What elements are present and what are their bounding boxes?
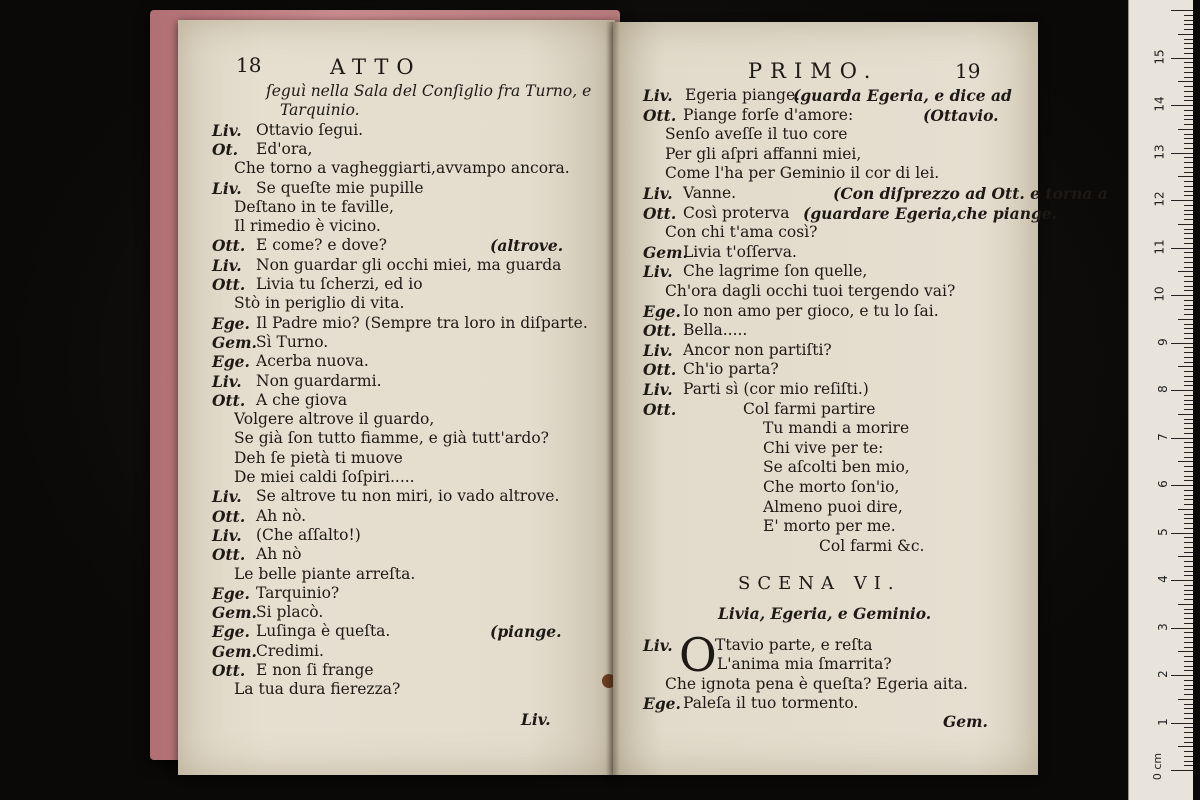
- ruler-tick: [1184, 585, 1193, 586]
- verse-line: Così proterva: [683, 203, 790, 222]
- ruler-tick: [1184, 566, 1193, 567]
- ruler-tick: [1184, 195, 1193, 196]
- stage-direction: (guardare Egeria,che piange.: [803, 203, 1058, 223]
- speaker-label: Gem.: [212, 641, 257, 661]
- ruler-tick: [1184, 29, 1193, 30]
- ruler-tick: [1171, 723, 1193, 724]
- ruler-number: 12: [1152, 191, 1167, 207]
- verse-line: Senſo aveſſe il tuo core: [665, 125, 848, 144]
- ruler-number: 4: [1156, 575, 1171, 583]
- verse-line: Sì Turno.: [256, 332, 329, 351]
- ruler-tick: [1184, 134, 1193, 135]
- ruler-tick: [1184, 433, 1193, 434]
- ruler-tick: [1178, 651, 1193, 652]
- verse-line: Che torno a vagheggiarti,avvampo ancora.: [234, 159, 570, 178]
- ruler-tick: [1184, 561, 1193, 562]
- ruler-tick: [1184, 138, 1193, 139]
- ruler-tick: [1184, 495, 1193, 496]
- ruler-tick: [1184, 48, 1193, 49]
- ruler-tick: [1184, 305, 1193, 306]
- ruler-tick: [1184, 452, 1193, 453]
- ruler-tick: [1184, 713, 1193, 714]
- verse-line: Ch'io parta?: [683, 360, 779, 379]
- stage-direction: (piange.: [490, 622, 562, 642]
- ruler-number: 13: [1152, 143, 1167, 160]
- ruler-tick: [1184, 257, 1193, 258]
- verse-line: Deſtano in te faville,: [234, 197, 394, 216]
- verse-line: ſeguì nella Sala del Conſiglio fra Turno, e: [266, 82, 592, 100]
- ruler-tick: [1184, 381, 1193, 382]
- verse-line: Non guardar gli occhi miei, ma guarda: [256, 255, 562, 274]
- ruler-tick: [1184, 428, 1193, 429]
- ruler-tick: [1184, 281, 1193, 282]
- ruler-tick: [1184, 661, 1193, 662]
- verse-line: De miei caldi ſoſpiri.....: [234, 468, 415, 486]
- ruler-tick: [1184, 400, 1193, 401]
- ruler-tick: [1171, 438, 1193, 439]
- ruler-number: 3: [1156, 622, 1171, 631]
- ruler-tick: [1184, 656, 1193, 657]
- scene-characters: Livia, Egeria, e Geminio.: [718, 604, 932, 623]
- ruler-tick: [1184, 77, 1193, 78]
- ruler-tick: [1184, 96, 1193, 97]
- ruler-tick: [1184, 476, 1193, 477]
- verse-line: Paleſa il tuo tormento.: [683, 693, 859, 712]
- ruler-tick: [1184, 632, 1193, 633]
- ruler-tick: [1184, 685, 1193, 686]
- ruler-tick: [1184, 53, 1193, 54]
- ruler-tick: [1178, 366, 1193, 367]
- ruler-tick: [1184, 110, 1193, 111]
- ruler-tick: [1184, 262, 1193, 263]
- ruler-tick: [1184, 613, 1193, 614]
- stage-direction: (altrove.: [490, 236, 564, 256]
- verse-line: Il rimedio è vicino.: [234, 217, 381, 236]
- ruler-tick: [1178, 414, 1193, 415]
- ruler-tick: [1184, 689, 1193, 690]
- verse-line: Che morto ſon'io,: [763, 478, 900, 496]
- ruler-number: 7: [1156, 432, 1171, 441]
- ruler-tick: [1171, 295, 1193, 296]
- ruler-tick: [1171, 10, 1193, 11]
- ruler-number: 9: [1156, 337, 1171, 346]
- verse-line: Per gli aſpri affanni miei,: [665, 144, 862, 163]
- verse-line: E' morto per me.: [763, 517, 896, 536]
- ruler-tick: [1184, 409, 1193, 410]
- catchword-right: Gem.: [943, 712, 988, 731]
- ruler-tick: [1184, 186, 1193, 187]
- ruler-tick: [1184, 590, 1193, 591]
- verse-line: Tu mandi a morire: [763, 419, 910, 438]
- ruler-tick: [1184, 552, 1193, 553]
- ruler-tick: [1178, 699, 1193, 700]
- ruler-tick: [1184, 694, 1193, 695]
- verse-line: Chi vive per te:: [763, 438, 884, 457]
- ruler-tick: [1184, 442, 1193, 443]
- verse-line: Deh ſe pietà ti muove: [234, 448, 403, 467]
- ruler-tick: [1184, 210, 1193, 211]
- ruler-tick: [1178, 461, 1193, 462]
- verse-line: Egeria piange.: [685, 86, 801, 104]
- ruler-tick: [1178, 556, 1193, 557]
- ruler-number: 10: [1152, 286, 1167, 302]
- ruler-number: 5: [1156, 527, 1171, 536]
- verse-line: Se aſcolti ben mio,: [763, 458, 910, 477]
- verse-line: Non guardarmi.: [256, 371, 382, 390]
- ruler-tick: [1184, 162, 1193, 163]
- verse-line: Acerba nuova.: [256, 352, 369, 371]
- ruler-tick: [1184, 385, 1193, 386]
- speaker-label: Liv.: [212, 120, 242, 140]
- ruler-tick: [1184, 238, 1193, 239]
- page-number-left: 18: [236, 53, 262, 77]
- ruler-tick: [1178, 34, 1193, 35]
- ruler-tick: [1184, 514, 1193, 515]
- speaker-label: Liv.: [212, 371, 242, 391]
- catchword-left: Liv.: [521, 710, 551, 729]
- ruler-tick: [1184, 708, 1193, 709]
- running-head-left: ATTO: [330, 55, 422, 79]
- speaker-label: Ott.: [212, 236, 246, 256]
- verse-line: Tarquinio.: [280, 101, 360, 120]
- verse-line: Se queſte mie pupille: [256, 178, 424, 197]
- verse-line: Luſinga è queſta.: [256, 622, 391, 641]
- ruler-tick: [1184, 205, 1193, 206]
- speaker-label: Ege.: [643, 693, 681, 713]
- verse-line: Come l'ha per Geminio il cor di lei.: [665, 164, 940, 183]
- ruler-tick: [1184, 191, 1193, 192]
- stage-direction: (Ottavio.: [923, 105, 999, 125]
- speaker-label: Ott.: [212, 545, 246, 565]
- verse-line: Le belle piante arreſta.: [234, 564, 416, 583]
- ruler-tick: [1184, 119, 1193, 120]
- speaker-label: Ott.: [643, 360, 677, 380]
- ruler-tick: [1184, 518, 1193, 519]
- ruler-tick: [1184, 670, 1193, 671]
- ruler-tick: [1184, 419, 1193, 420]
- ruler-tick: [1184, 423, 1193, 424]
- drop-cap: O: [679, 628, 717, 682]
- ruler-tick: [1184, 115, 1193, 116]
- ruler-tick: [1184, 404, 1193, 405]
- ruler-tick: [1184, 623, 1193, 624]
- ruler-tick: [1184, 571, 1193, 572]
- ruler-tick: [1178, 129, 1193, 130]
- verse-line: Ah nò: [256, 545, 302, 564]
- verse-line: Il Padre mio? (Sempre tra loro in diſparte.: [256, 313, 588, 332]
- verse-line: Parti sì (cor mio reſiſti.): [683, 380, 869, 398]
- ruler-tick: [1184, 243, 1193, 244]
- verse-line: Volgere altrove il guardo,: [234, 410, 435, 429]
- ruler-tick: [1184, 457, 1193, 458]
- ruler-tick: [1184, 267, 1193, 268]
- ruler-tick: [1184, 309, 1193, 310]
- verse-line: La tua dura fierezza?: [234, 680, 401, 699]
- ruler-tick: [1184, 347, 1193, 348]
- speaker-label: Liv.: [643, 380, 673, 399]
- ruler-number: 11: [1152, 238, 1167, 255]
- ruler-tick: [1184, 15, 1193, 16]
- ruler-tick: [1184, 751, 1193, 752]
- ruler-tick: [1184, 39, 1193, 40]
- ruler-tick: [1184, 252, 1193, 253]
- speaker-label: Ege.: [212, 313, 250, 333]
- speaker-label: Ott.: [212, 275, 246, 294]
- ruler-tick: [1184, 499, 1193, 500]
- ruler-tick: [1178, 509, 1193, 510]
- ruler-tick: [1184, 737, 1193, 738]
- ruler-tick: [1184, 86, 1193, 87]
- ruler-tick: [1184, 599, 1193, 600]
- ruler-tick: [1184, 680, 1193, 681]
- verse-line: Se altrove tu non miri, io vado altrove.: [256, 487, 560, 506]
- verse-line: Ancor non partiſti?: [683, 340, 832, 359]
- ruler-tick: [1184, 642, 1193, 643]
- ruler-tick: [1171, 248, 1193, 249]
- ruler-tick: [1184, 362, 1193, 363]
- speaker-label: Gem.: [212, 332, 257, 352]
- ruler-tick: [1171, 628, 1193, 629]
- ruler-tick: [1184, 276, 1193, 277]
- speaker-label: Ott.: [212, 506, 246, 526]
- measuring-ruler: [1128, 0, 1193, 800]
- ruler-tick: [1178, 176, 1193, 177]
- verse-line: Io non amo per gioco, e tu lo ſai.: [683, 301, 939, 320]
- verse-line: L'anima mia ſmarrita?: [717, 655, 892, 674]
- ruler-tick: [1184, 480, 1193, 481]
- verse-line: Livia tu ſcherzi, ed io: [256, 275, 423, 293]
- verse-line: Bella.....: [683, 321, 748, 340]
- ruler-tick: [1184, 181, 1193, 182]
- ruler-tick: [1184, 618, 1193, 619]
- speaker-label: Liv.: [643, 636, 673, 655]
- ruler-tick: [1171, 343, 1193, 344]
- right-page: [613, 22, 1108, 775]
- ruler-tick: [1178, 81, 1193, 82]
- verse-line: Piange forſe d'amore:: [683, 105, 854, 124]
- ruler-tick: [1184, 290, 1193, 291]
- verse-line: Ch'ora dagli occhi tuoi tergendo vai?: [665, 282, 956, 300]
- speaker-label: Liv.: [212, 487, 242, 507]
- verse-line: Con chi t'ama così?: [665, 223, 818, 242]
- ruler-tick: [1184, 609, 1193, 610]
- ruler-tick: [1184, 490, 1193, 491]
- ruler-tick: [1171, 105, 1193, 106]
- ruler-tick: [1184, 67, 1193, 68]
- speaker-label: Liv.: [212, 525, 242, 545]
- ruler-tick: [1184, 20, 1193, 21]
- verse-line: (Che aſſalto!): [256, 525, 361, 544]
- ruler-tick: [1178, 319, 1193, 320]
- ruler-tick: [1171, 485, 1193, 486]
- ruler-tick: [1184, 333, 1193, 334]
- ruler-tick: [1184, 219, 1193, 220]
- ruler-tick: [1184, 72, 1193, 73]
- ruler-tick: [1184, 43, 1193, 44]
- ruler-tick: [1178, 271, 1193, 272]
- verse-line: Col farmi &c.: [819, 536, 925, 555]
- speaker-label: Liv.: [643, 262, 673, 282]
- verse-line: Livia t'oſſerva.: [683, 242, 797, 261]
- ruler-number: 6: [1156, 480, 1171, 488]
- ruler-tick: [1184, 528, 1193, 529]
- ruler-tick: [1184, 214, 1193, 215]
- ruler-tick: [1184, 167, 1193, 168]
- speaker-label: Ege.: [212, 622, 250, 642]
- ruler-tick: [1184, 395, 1193, 396]
- speaker-label: Liv.: [212, 255, 242, 275]
- ruler-tick: [1184, 704, 1193, 705]
- ruler-tick: [1184, 523, 1193, 524]
- ruler-tick: [1184, 62, 1193, 63]
- verse-line: Stò in periglio di vita.: [234, 294, 405, 313]
- verse-line: E come? e dove?: [256, 236, 387, 255]
- ruler-tick: [1184, 575, 1193, 576]
- verse-line: E non ſi frange: [256, 661, 374, 679]
- verse-line: A che giova: [256, 390, 348, 409]
- ruler-tick: [1184, 100, 1193, 101]
- ruler-tick: [1184, 594, 1193, 595]
- verse-line: Credimi.: [256, 641, 324, 660]
- speaker-label: Liv.: [212, 178, 242, 198]
- ruler-tick: [1184, 314, 1193, 315]
- verse-line: Vanne.: [683, 184, 737, 202]
- ruler-tick: [1184, 761, 1193, 762]
- ruler-tick: [1184, 233, 1193, 234]
- ruler-number: 2: [1156, 670, 1171, 678]
- ruler-tick: [1184, 647, 1193, 648]
- speaker-label: Liv.: [643, 86, 673, 105]
- speaker-label: Ott.: [643, 105, 677, 125]
- ruler-tick: [1184, 338, 1193, 339]
- ruler-tick: [1171, 533, 1193, 534]
- ruler-tick: [1184, 742, 1193, 743]
- ruler-tick: [1184, 727, 1193, 728]
- scene-heading: SCENA VI.: [738, 573, 901, 594]
- ruler-tick: [1184, 537, 1193, 538]
- ruler-tick: [1184, 229, 1193, 230]
- speaker-label: Liv.: [643, 340, 673, 360]
- verse-line: Col farmi partire: [743, 399, 876, 418]
- verse-line: Ottavio ſegui.: [256, 120, 364, 139]
- stage-direction: (guarda Egeria, e dice ad: [793, 86, 1012, 105]
- verse-line: Ttavio parte, e reſta: [715, 636, 873, 654]
- speaker-label: Ott.: [212, 390, 246, 410]
- ruler-tick: [1184, 143, 1193, 144]
- ruler-tick: [1184, 547, 1193, 548]
- ruler-tick: [1184, 371, 1193, 372]
- ruler-tick: [1184, 300, 1193, 301]
- ruler-tick: [1171, 390, 1193, 391]
- ruler-unit-label: 0 cm: [1150, 752, 1164, 781]
- ruler-tick: [1184, 24, 1193, 25]
- speaker-label: Ege.: [643, 301, 681, 321]
- speaker-label: Ott.: [212, 661, 246, 680]
- ruler-tick: [1184, 91, 1193, 92]
- ruler-tick: [1184, 172, 1193, 173]
- ruler-tick: [1184, 148, 1193, 149]
- speaker-label: Ott.: [643, 321, 677, 341]
- ruler-tick: [1171, 153, 1193, 154]
- verse-line: Ah nò.: [256, 506, 307, 525]
- verse-line: Che lagrime ſon quelle,: [683, 262, 868, 281]
- book-gutter: [606, 22, 620, 775]
- ruler-tick: [1171, 770, 1193, 771]
- speaker-label: Ege.: [212, 352, 250, 372]
- speaker-label: Ott.: [643, 203, 677, 223]
- ruler-tick: [1184, 637, 1193, 638]
- ruler-tick: [1184, 765, 1193, 766]
- ruler-tick: [1184, 718, 1193, 719]
- speaker-label: Ege.: [212, 583, 250, 603]
- ruler-number: 14: [1152, 96, 1167, 112]
- ruler-tick: [1184, 124, 1193, 125]
- speaker-label: Liv.: [643, 184, 673, 203]
- ruler-tick: [1178, 224, 1193, 225]
- speaker-label: Gem.: [212, 603, 257, 623]
- ruler-tick: [1184, 357, 1193, 358]
- speaker-label: Ot.: [212, 139, 239, 159]
- verse-line: Ed'ora,: [256, 139, 313, 158]
- ruler-tick: [1178, 604, 1193, 605]
- left-page: [178, 20, 615, 775]
- speaker-label: Gem.: [643, 242, 688, 262]
- ruler-tick: [1184, 666, 1193, 667]
- ruler-tick: [1184, 732, 1193, 733]
- verse-line: Che ignota pena è queſta? Egeria aita.: [665, 674, 968, 693]
- page-number-right: 19: [955, 59, 981, 83]
- ruler-tick: [1184, 157, 1193, 158]
- ruler-number: 15: [1152, 48, 1167, 65]
- ruler-tick: [1184, 471, 1193, 472]
- ruler-tick: [1184, 352, 1193, 353]
- verse-line: Si placò.: [256, 603, 324, 622]
- ruler-tick: [1171, 200, 1193, 201]
- ruler-number: 8: [1156, 385, 1171, 393]
- ruler-tick: [1178, 746, 1193, 747]
- ruler-tick: [1184, 328, 1193, 329]
- ruler-tick: [1184, 756, 1193, 757]
- ruler-tick: [1184, 286, 1193, 287]
- ruler-tick: [1184, 376, 1193, 377]
- ruler-tick: [1184, 542, 1193, 543]
- ruler-tick: [1184, 466, 1193, 467]
- ruler-tick: [1171, 58, 1193, 59]
- ruler-tick: [1184, 504, 1193, 505]
- ruler-tick: [1184, 447, 1193, 448]
- ruler-tick: [1171, 580, 1193, 581]
- stage-direction: (Con diſprezzo ad Ott. e torna a: [833, 184, 1108, 203]
- verse-line: Tarquinio?: [256, 583, 340, 602]
- ruler-tick: [1184, 324, 1193, 325]
- running-head-right: PRIMO.: [748, 59, 879, 83]
- speaker-label: Ott.: [643, 399, 677, 419]
- verse-line: Almeno puoi dire,: [763, 497, 903, 516]
- verse-line: Se già ſon tutto fiamme, e già tutt'ardo?: [234, 429, 549, 448]
- ruler-number: 1: [1156, 717, 1171, 726]
- ruler-tick: [1171, 675, 1193, 676]
